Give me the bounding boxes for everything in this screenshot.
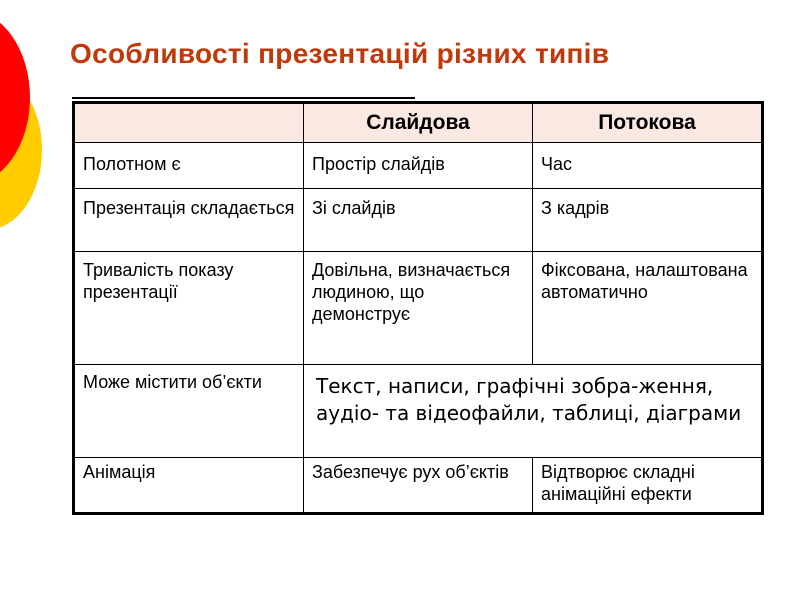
table-header-row: [75, 104, 761, 143]
row-label: Полотном є: [75, 143, 304, 188]
row-label: Може містити об’єкти: [75, 365, 304, 457]
header-slide: Слайдова: [304, 104, 533, 142]
table-row: [75, 458, 761, 512]
merged-cell: Текст, написи, графічні зобра-ження, аудіо- та відеофайли, таблиці, діаграми: [316, 374, 742, 425]
slide-cell: Зі слайдів: [304, 189, 533, 251]
row-label: Презентація складається: [75, 189, 304, 251]
slide-cell: Довільна, визначається людиною, що демонструє: [304, 252, 533, 364]
table-row: [75, 365, 761, 458]
row-label: Анімація: [75, 458, 304, 512]
slide-cell: Забезпечує рух об’єктів: [304, 458, 533, 512]
stream-cell: Фіксована, налаштована автоматично: [541, 260, 748, 302]
table-row: [75, 143, 761, 189]
table-row: [75, 252, 761, 365]
stream-cell: Відтворює складні анімаційні ефекти: [541, 462, 695, 504]
slide-title: Особливості презентацій різних типів: [70, 38, 610, 69]
row-label: Тривалість показу презентації: [75, 252, 304, 364]
comparison-table: [72, 101, 764, 515]
slide-cell: Простір слайдів: [304, 143, 533, 188]
stream-cell: Час: [541, 154, 573, 174]
stream-cell: З кадрів: [541, 198, 610, 218]
header-stream: Потокова: [598, 111, 696, 134]
title-divider: [72, 97, 415, 99]
header-empty: [75, 104, 304, 142]
table-row: [75, 189, 761, 252]
